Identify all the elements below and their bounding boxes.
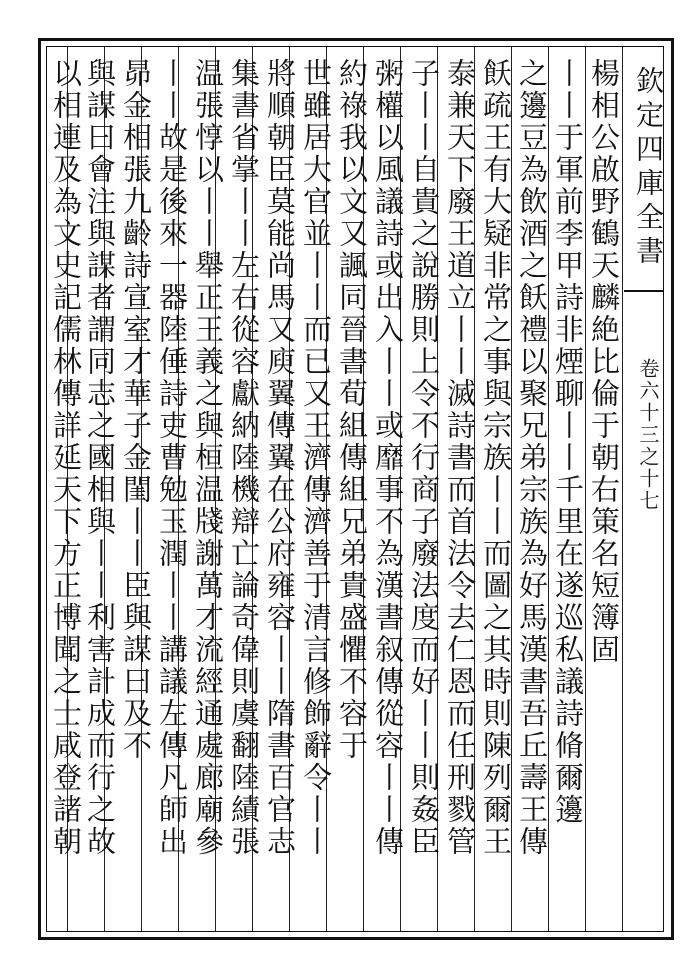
text-column-4: 飫疏王有大疑非常之事與宗族丨丨而圖之其時則陳列爾王 xyxy=(479,58,513,858)
volume-label: 卷六十三之十七 xyxy=(636,358,660,512)
text-column-16: 以相連及為文史記儒林傳詳延天下方正博聞之士咸登諸朝 xyxy=(49,58,83,858)
text-column-12: 温張惇以丨丨舉正王義之與桓温牋謝萬才流經通處廊廟參 xyxy=(191,58,225,858)
book-title: 欽定四庫全書 xyxy=(632,66,665,270)
text-column-2: 丨丨于軍前李甲詩非煙聊丨丨千里在遂巡私議詩脩爾籩 xyxy=(551,58,585,826)
fish-tail-mark xyxy=(624,290,664,292)
text-column-10: 將順朝臣莫能尚馬又庾翼傳翼在公府雍容丨丨隋書百官志 xyxy=(263,58,297,858)
text-column-11: 集書省掌丨丨左右從容獻納陸機辯亡論奇偉則虞翻陸績張 xyxy=(227,58,261,858)
text-column-1: 楊相公啟野鶴天麟絶比倫于朝右䇿名短簿固 xyxy=(587,58,621,666)
text-column-7: 粥權以風議詩或出入丨丨或靡事不為漢書叙傳從容丨丨傳 xyxy=(371,58,405,858)
text-column-6: 子丨丨自貴之說勝則上令不行商子廢法度而好丨丨則姦臣 xyxy=(407,58,441,858)
text-column-15: 與謀曰會注與謀者謂同志之國相與丨丨利害計成而行之故 xyxy=(83,58,117,858)
text-column-13: 丨丨故是後來一器陸倕詩吏曹勉玉潤丨丨講議左傳凡師出 xyxy=(155,58,189,858)
text-column-9: 世雖居大官並丨丨而已又王濟傳濟善于清言修飾辭令丨丨 xyxy=(299,58,333,858)
text-column-3: 之籩豆為飲酒之飫禮以聚兄弟宗族為好馬漢書吾丘壽王傳 xyxy=(515,58,549,858)
text-column-14: 昴金相張九齡詩宣室才華子金閨丨丨臣與謀曰及不 xyxy=(119,58,153,762)
text-column-8: 約祿我以文又諷同晉書荀組傳組兄弟貴盛懼不容于 xyxy=(335,58,369,762)
header-column xyxy=(624,58,664,938)
text-column-5: 泰兼天下廢王道立丨丨滅詩書而首法令去仁恩而任刑戮管 xyxy=(443,58,477,858)
